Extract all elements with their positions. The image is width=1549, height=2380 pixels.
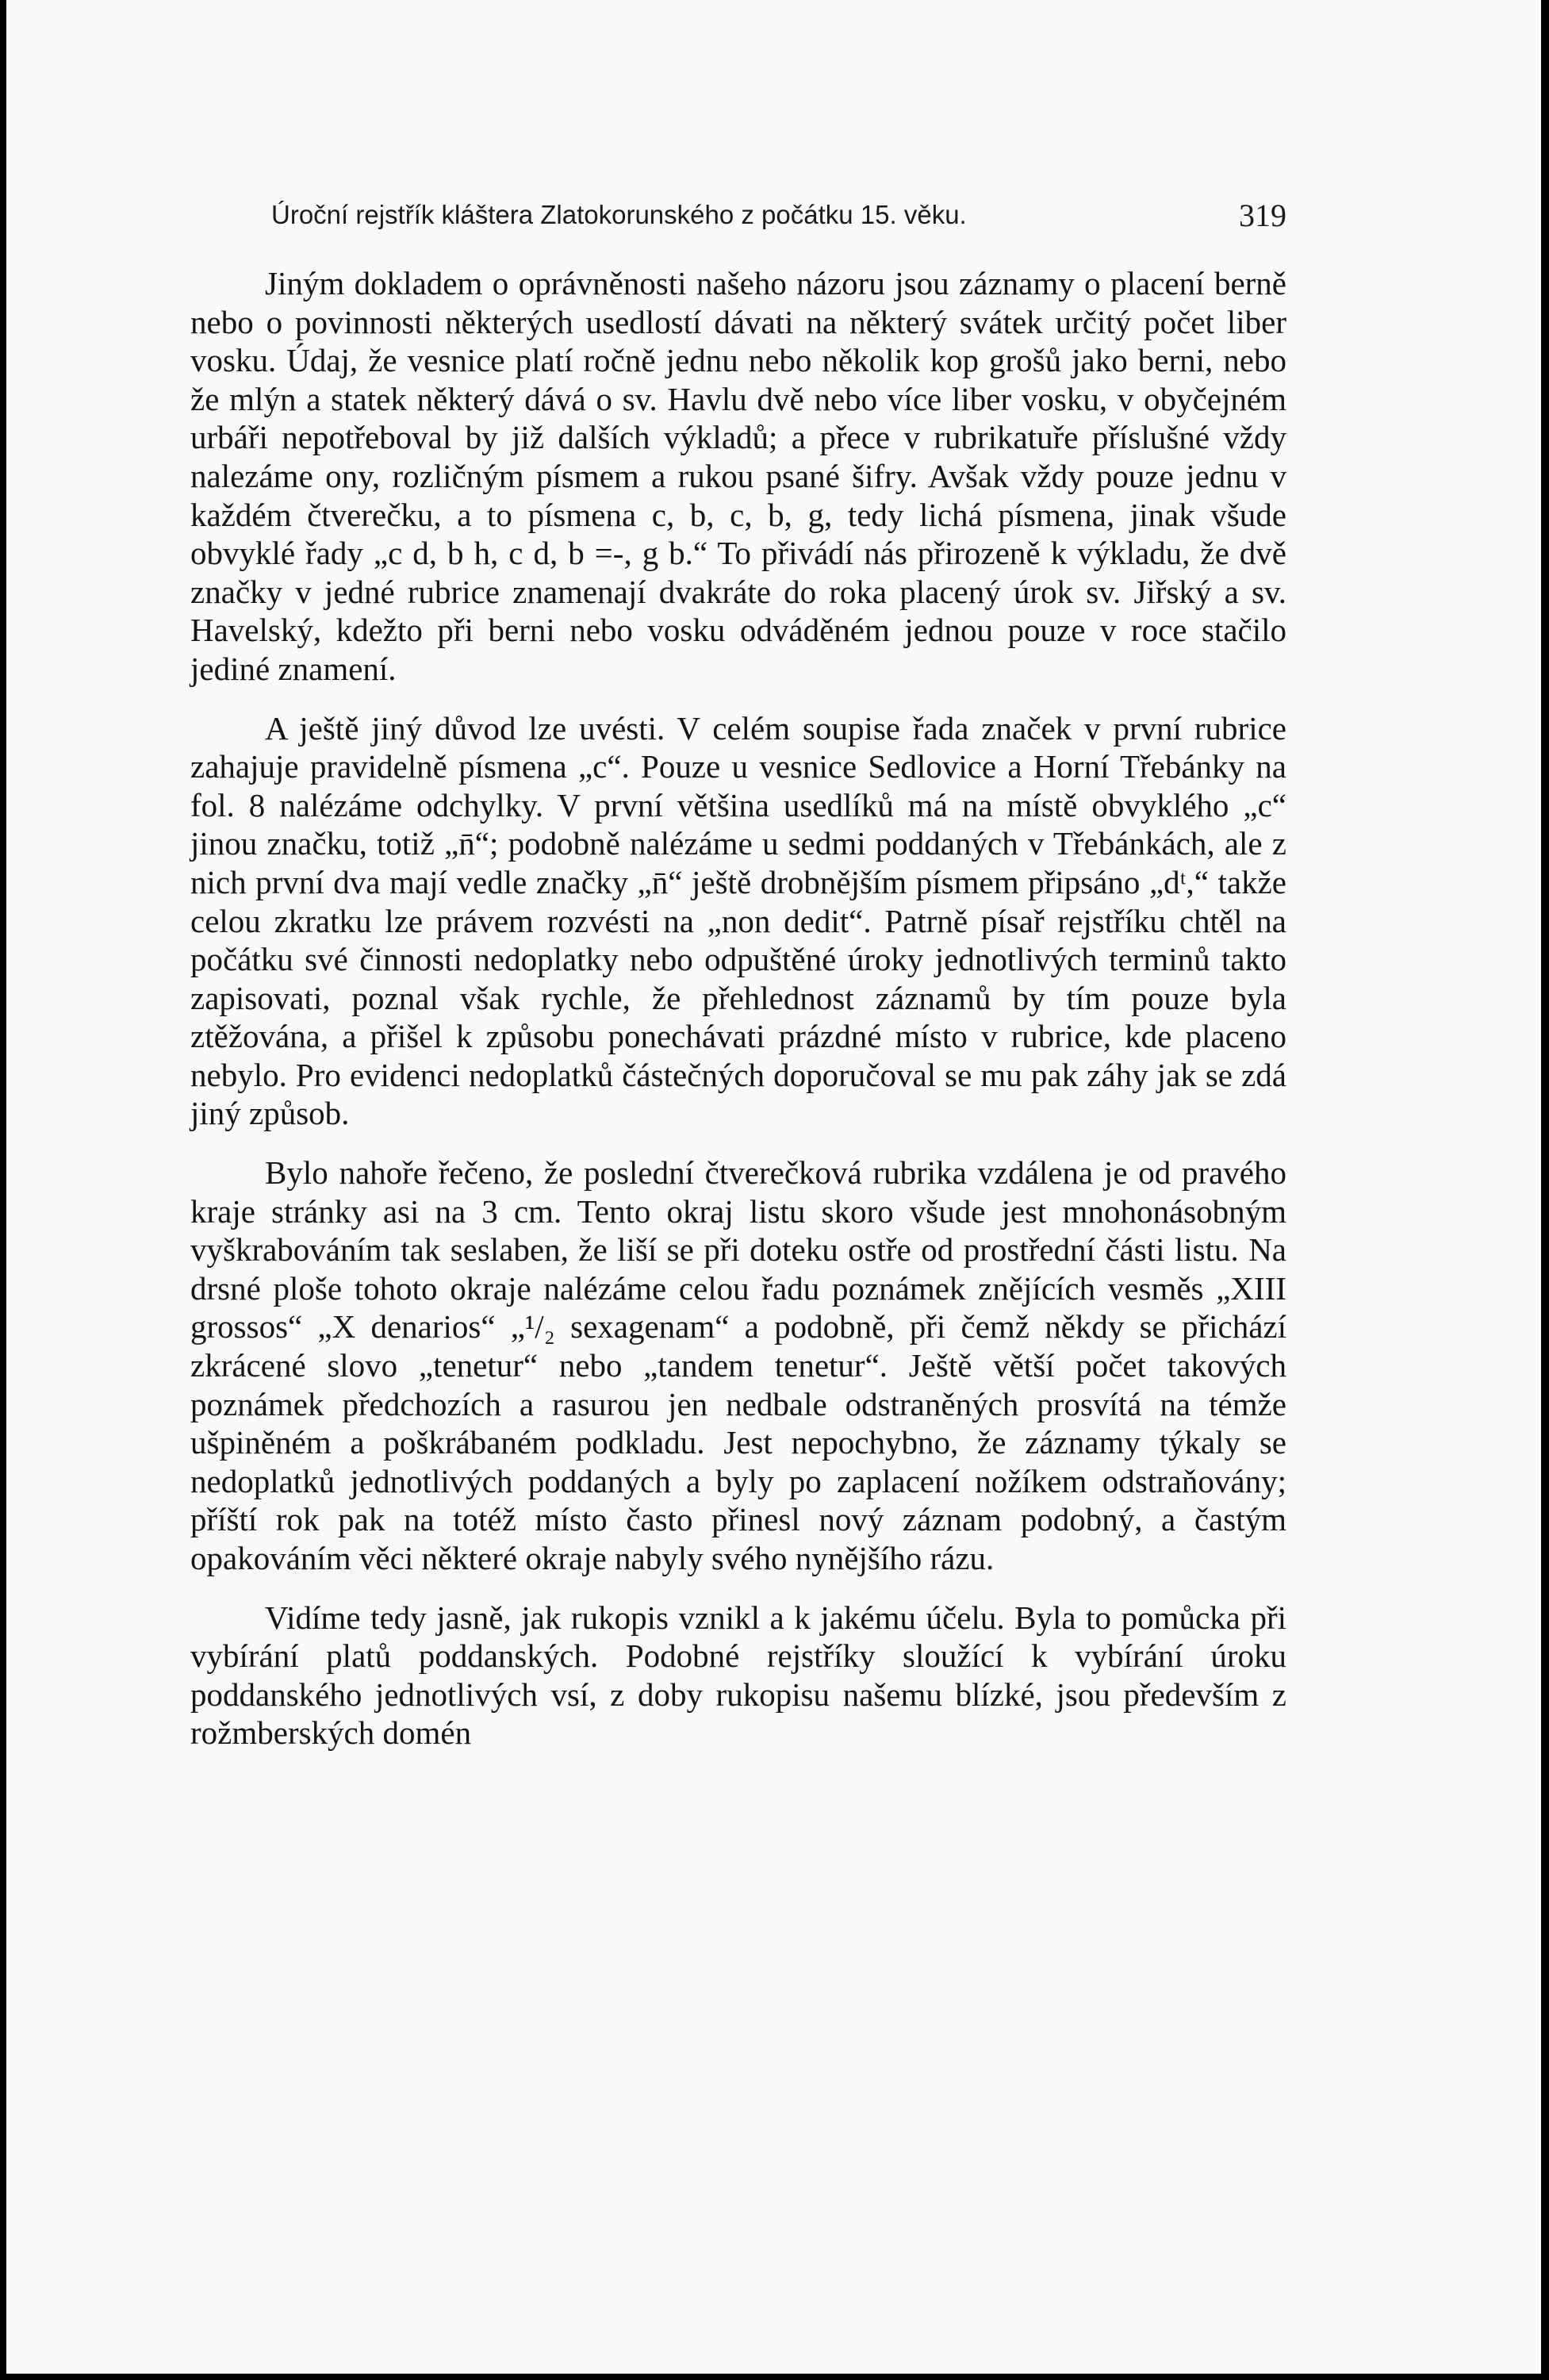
paragraph: A ještě jiný důvod lze uvésti. V celém soupise řada značek v první rubrice zahajuje pravidelně písmena „c“. Pouze u vesnice Sedlovice a Horní Třebánky na fol. 8 nalézáme odchylky. V první většina usedlíků má na místě obvyklého „c“ jinou značku, totiž „n̄“; podobně nalézáme u sedmi poddaných v Třebánkách, ale z nich první dva mají vedle značky „n̄“ ještě drobnějším písmem připsáno „dᵗ,“ takže celou zkratku lze právem rozvésti na „non dedit“. Patrně písař rejstříku chtěl na počátku své činnosti nedoplatky nebo odpuštěné úroky jednotlivých terminů takto zapisovati, poznal však rychle, že přehlednost záznamů by tím pouze byla ztěžována, a přišel k způsobu ponechávati prázdné místo v rubrice, kde placeno nebylo. Pro evidenci nedoplatků částečných doporučoval se mu pak záhy jak se zdá jiný způsob. (190, 709, 1286, 1132)
paragraph: Vidíme tedy jasně, jak rukopis vznikl a k jakému účelu. Byla to pomůcka při vybírání platů poddanských. Podobné rejstříky sloužící k vybírání úroku poddanského jednotlivých vsí, z doby rukopisu našemu blízké, jsou především z rožmberských domén (190, 1599, 1286, 1752)
page-number: 319 (1239, 198, 1286, 233)
book-page (6, 0, 1541, 2374)
running-header (271, 200, 1286, 241)
body-text (190, 264, 1286, 1752)
running-title: Úroční rejstřík kláštera Zlatokorunského z počátku 15. věku. (271, 200, 967, 229)
paragraph: Jiným dokladem o oprávněnosti našeho názoru jsou záznamy o placení berně nebo o povinnosti některých usedlostí dávati na některý svátek určitý počet liber vosku. Údaj, že vesnice platí ročně jednu nebo několik kop grošů jako berni, nebo že mlýn a statek některý dává o sv. Havlu dvě nebo více liber vosku, v obyčejném urbáři nepotřeboval by již dalších výkladů; a přece v rubrikatuře příslušné vždy nalezáme ony, rozličným písmem a rukou psané šifry. Avšak vždy pouze jednu v každém čtverečku, a to písmena c, b, c, b, g, tedy lichá písmena, jinak všude obvyklé řady „c d, b h, c d, b =-, g b.“ To přivádí nás přirozeně k výkladu, že dvě značky v jedné rubrice znamenají dvakráte do roka placený úrok sv. Jiřský a sv. Havelský, kdežto při berni nebo vosku odváděném jednou pouze v roce stačilo jediné znamení. (190, 265, 1286, 687)
paragraph: Bylo nahoře řečeno, že poslední čtverečková rubrika vzdálena je od pravého kraje stránky asi na 3 cm. Tento okraj listu skoro všude jest mnohonásobným vyškrabováním tak seslaben, že liší se při doteku ostře od prostřední části listu. Na drsné ploše tohoto okraje nalézáme celou řadu poznámek znějících vesměs „XIII grossos“ „X denarios“ „¹/₂ sexagenam“ a podobně, při čemž někdy se přichází zkrácené slovo „tenetur“ nebo „tandem tenetur“. Ještě větší počet takových poznámek předchozích a rasurou jen nedbale odstraněných prosvítá na témže ušpiněném a poškrábaném podkladu. Jest nepochybno, že záznamy týkaly se nedoplatků jednotlivých poddaných a byly po zaplacení nožíkem odstraňovány; příští rok pak na totéž místo často přinesl nový záznam podobný, a častým opakováním věci některé okraje nabyly svého nynějšího rázu. (190, 1154, 1286, 1576)
